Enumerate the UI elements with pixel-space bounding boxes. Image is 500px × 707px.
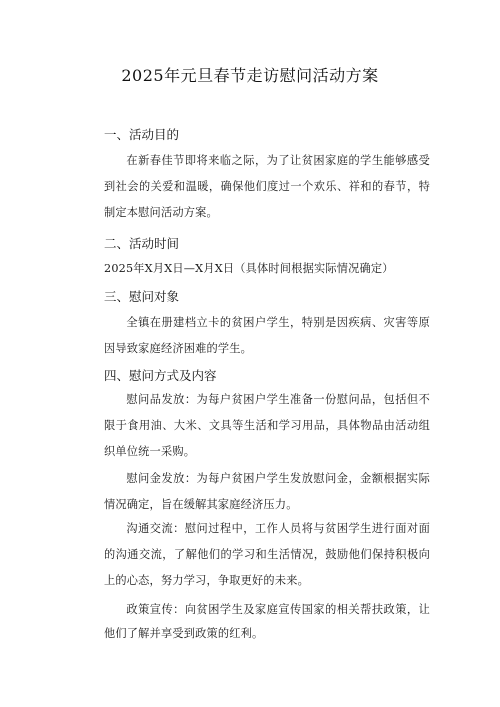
section-heading-method: 四、慰问方式及内容: [104, 368, 217, 383]
method-paragraph-communication: 沟通交流：慰问过程中，工作人员将与贫困学生进行面对面的沟通交流，了解他们的学习和生活情况，鼓励他们保持积极向上的心态，努力学习，争取更好的未来。: [104, 522, 430, 587]
method-paragraph-funds: 慰问金发放：为每户贫困户学生发放慰问金，金额根据实际情况确定，旨在缓解其家庭经济压力。: [104, 472, 430, 511]
section-heading-time: 二、活动时间: [104, 236, 180, 251]
method-paragraph-policy: 政策宣传：向贫困学生及家庭宣传国家的相关帮扶政策，让他们了解并享受到政策的红利。: [104, 603, 430, 640]
method-paragraph-gifts: 慰问品发放：为每户贫困户学生准备一份慰问品，包括但不限于食用油、大米、文具等生活和学习用品，具体物品由活动组织单位统一采购。: [104, 393, 430, 458]
target-paragraph: 全镇在册建档立卡的贫困户学生，特别是因疾病、灾害等原因导致家庭经济困难的学生。: [104, 316, 430, 355]
time-paragraph: 2025年X月X日—X月X日（具体时间根据实际情况确定）: [104, 262, 394, 275]
section-heading-target: 三、慰问对象: [104, 289, 180, 304]
document-title: 2025年元旦春节走访慰问活动方案: [121, 66, 379, 85]
purpose-paragraph: 在新春佳节即将来临之际，为了让贫困家庭的学生能够感受到社会的关爱和温暖，确保他们度过一个欢乐、祥和的春节，特制定本慰问活动方案。: [104, 154, 430, 219]
section-heading-purpose: 一、活动目的: [104, 127, 180, 142]
